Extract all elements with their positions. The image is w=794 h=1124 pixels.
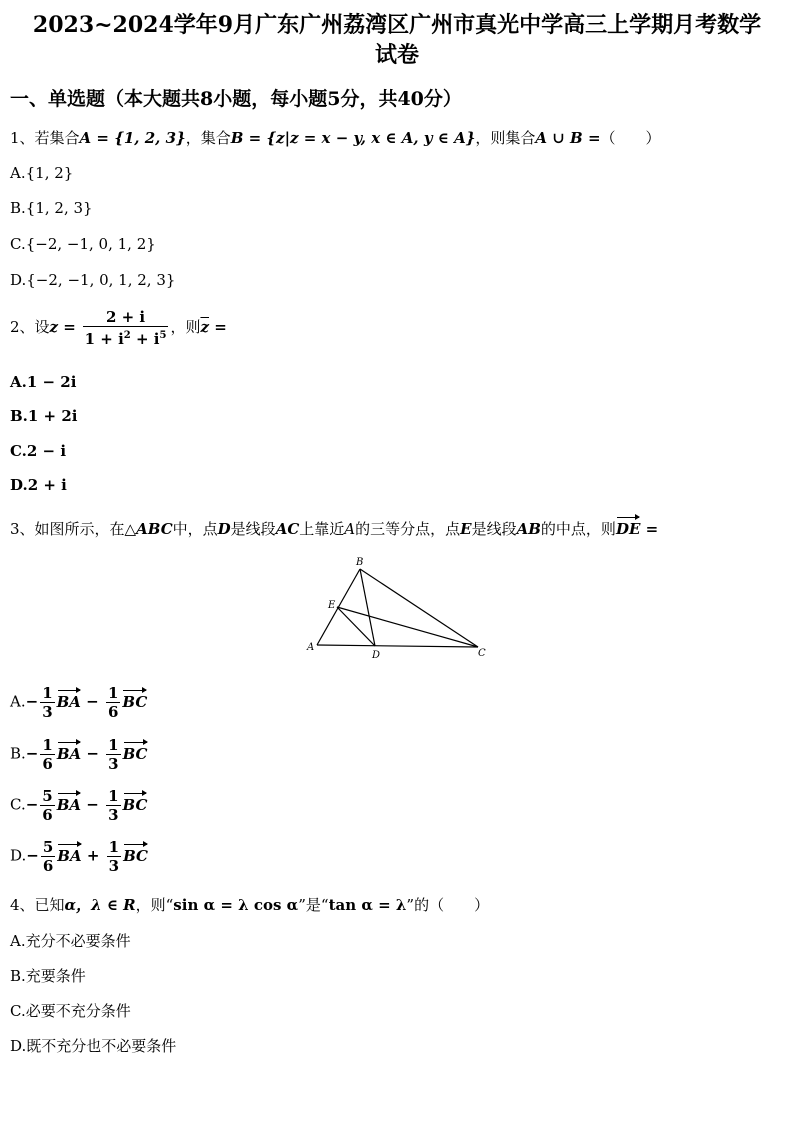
- q3-opt-c-vec2: BC: [123, 790, 148, 814]
- q3-opt-c-vec1: BA: [57, 790, 81, 814]
- label-b: B: [356, 557, 364, 568]
- section-heading: 一、单选题（本大题共8小题，每小题5分，共40分）: [10, 88, 462, 110]
- q3-opt-d-letter: D.: [10, 846, 27, 865]
- q3-point-e: E: [460, 520, 472, 538]
- q4-option-b: B.充要条件: [10, 967, 86, 985]
- den: 6: [42, 857, 54, 875]
- q3-opt-b-frac2: [106, 736, 120, 773]
- q3-t3: 上靠近: [299, 520, 345, 538]
- q3-opt-c-frac2: [106, 787, 120, 824]
- q3-opt-c-sign: −: [25, 795, 39, 814]
- q4-option-d: D.既不充分也不必要条件: [10, 1037, 177, 1055]
- q2-equals: =: [209, 318, 227, 336]
- q3-opt-b-letter: B.: [10, 744, 26, 763]
- q3-vector-de: DE: [616, 514, 640, 538]
- den: 3: [108, 806, 119, 824]
- q4-prefix: 4、已知: [10, 896, 65, 914]
- question-3-stem: [10, 514, 658, 539]
- q4-condition-1: sin α = λ cos α: [173, 896, 299, 914]
- den: 3: [108, 857, 120, 875]
- q3-opt-b-vec1: BA: [57, 739, 81, 763]
- label-d: D: [372, 650, 381, 661]
- q4-option-c: C.必要不充分条件: [10, 1002, 131, 1020]
- q3-option-c: [10, 787, 147, 824]
- q1-mid2: ，则集合: [475, 129, 536, 147]
- q3-opt-b-frac1: [40, 736, 54, 773]
- q2-fraction: [83, 308, 169, 348]
- q3-option-a: [10, 684, 147, 721]
- q3-opt-b-op: −: [81, 744, 105, 763]
- q4-condition-2: tan α = λ: [328, 896, 407, 914]
- q2-option-d: D.2 + i: [10, 476, 67, 494]
- q4-vars: α，λ ∈ R: [64, 896, 136, 914]
- num: 1: [108, 838, 120, 856]
- question-1-stem: [10, 127, 661, 148]
- q3-opt-a-frac2: [106, 684, 120, 721]
- q4-option-a: A.充分不必要条件: [10, 932, 131, 950]
- q3-opt-c-op: −: [81, 795, 105, 814]
- label-a: A: [307, 642, 315, 653]
- label-c: C: [478, 648, 486, 659]
- q2-suffix: ，则: [170, 318, 201, 336]
- q3-opt-d-op: +: [81, 846, 105, 865]
- q2-den-part1: 1 + i: [84, 330, 124, 348]
- num: 1: [107, 684, 119, 702]
- q4-t1: ，则“: [135, 896, 174, 914]
- q2-option-a: A.1 − 2i: [10, 373, 77, 391]
- q3-opt-c-frac1: [40, 787, 54, 824]
- segment-ac: [317, 645, 478, 647]
- q2-den-part2: + i: [130, 330, 160, 348]
- q3-t5: 是线段: [471, 520, 517, 538]
- q3-opt-d-vec1: BA: [57, 841, 81, 865]
- q3-t2: 是线段: [230, 520, 276, 538]
- q3-t6: 的中点，则: [540, 520, 616, 538]
- q3-t4: 的三等分点，点: [355, 520, 461, 538]
- q3-opt-c-letter: C.: [10, 795, 26, 814]
- q3-segment-ab: AB: [516, 520, 541, 538]
- q2-prefix: 2、设: [10, 318, 50, 336]
- q1-option-c: C.{−2, −1, 0, 1, 2}: [10, 235, 156, 253]
- q1-prefix: 1、若集合: [10, 129, 80, 147]
- page-title-line2: 试卷: [374, 42, 419, 68]
- q3-opt-a-vec2: BC: [122, 687, 147, 711]
- page-title-line1: 2023~2024学年9月广东广州荔湾区广州市真光中学高三上学期月考数学: [32, 12, 762, 38]
- q1-set-b: B = {z|z = x − y, x ∈ A, y ∈ A}: [230, 129, 476, 147]
- q3-segment-ac: AC: [275, 520, 300, 538]
- q3-opt-d-frac1: [41, 838, 55, 875]
- segment-bc: [360, 569, 478, 647]
- q3-t1: 中，点: [172, 520, 218, 538]
- q3-opt-a-letter: A.: [10, 692, 26, 711]
- den: 6: [107, 703, 119, 721]
- q1-paren: （ ）: [600, 129, 661, 147]
- q2-option-b: B.1 + 2i: [10, 407, 78, 425]
- q2-den-exp1: 2: [123, 330, 131, 341]
- q3-opt-d-sign: −: [26, 846, 39, 865]
- question-4-stem: [10, 894, 489, 915]
- q3-opt-b-sign: −: [25, 744, 39, 763]
- q3-equals: =: [640, 520, 659, 538]
- q4-t3: ”的（ ）: [406, 896, 490, 914]
- num: 1: [108, 736, 119, 754]
- num: 5: [42, 787, 53, 805]
- num: 5: [42, 838, 54, 856]
- q3-opt-a-vec1: BA: [57, 687, 81, 711]
- q2-z-eq: z =: [49, 318, 76, 336]
- den: 6: [42, 755, 53, 773]
- label-e: E: [328, 600, 336, 611]
- segment-ec: [337, 607, 478, 647]
- q3-option-d: [10, 838, 148, 875]
- den: 3: [42, 703, 53, 721]
- q1-union: A ∪ B =: [535, 129, 601, 147]
- q1-option-b: B.{1, 2, 3}: [10, 199, 93, 217]
- q3-opt-d-vec2: BC: [123, 841, 148, 865]
- triangle-figure: [300, 553, 500, 665]
- q3-opt-a-sign: −: [25, 692, 39, 711]
- q2-numerator: 2 + i: [83, 308, 169, 327]
- q1-mid: ，集合: [185, 129, 231, 147]
- den: 6: [42, 806, 53, 824]
- num: 1: [108, 787, 119, 805]
- q2-den-exp2: 5: [159, 330, 167, 341]
- q3-opt-a-op: −: [80, 692, 104, 711]
- num: 1: [42, 736, 53, 754]
- q3-opt-b-vec2: BC: [123, 739, 148, 763]
- question-2-stem: [10, 308, 227, 348]
- q3-opt-a-frac1: [40, 684, 54, 721]
- num: 1: [42, 684, 53, 702]
- q1-set-a: A = {1, 2, 3}: [79, 129, 186, 147]
- q3-option-b: [10, 736, 148, 773]
- q3-triangle: ABC: [136, 520, 173, 538]
- q2-option-c: C.2 − i: [10, 442, 67, 460]
- q3-opt-d-frac2: [107, 838, 121, 875]
- q2-denominator: [83, 327, 169, 348]
- q1-option-a: A.{1, 2}: [10, 164, 74, 182]
- segment-bd: [360, 569, 375, 646]
- den: 3: [108, 755, 119, 773]
- q3-prefix: 3、如图所示，在△: [10, 520, 137, 538]
- q4-t2: ”是“: [298, 896, 329, 914]
- q3-point-a: A: [344, 520, 356, 538]
- q1-option-d: D.{−2, −1, 0, 1, 2, 3}: [10, 271, 176, 289]
- q3-point-d: D: [217, 520, 231, 538]
- q2-zbar: $\overline{z}$: [200, 318, 209, 336]
